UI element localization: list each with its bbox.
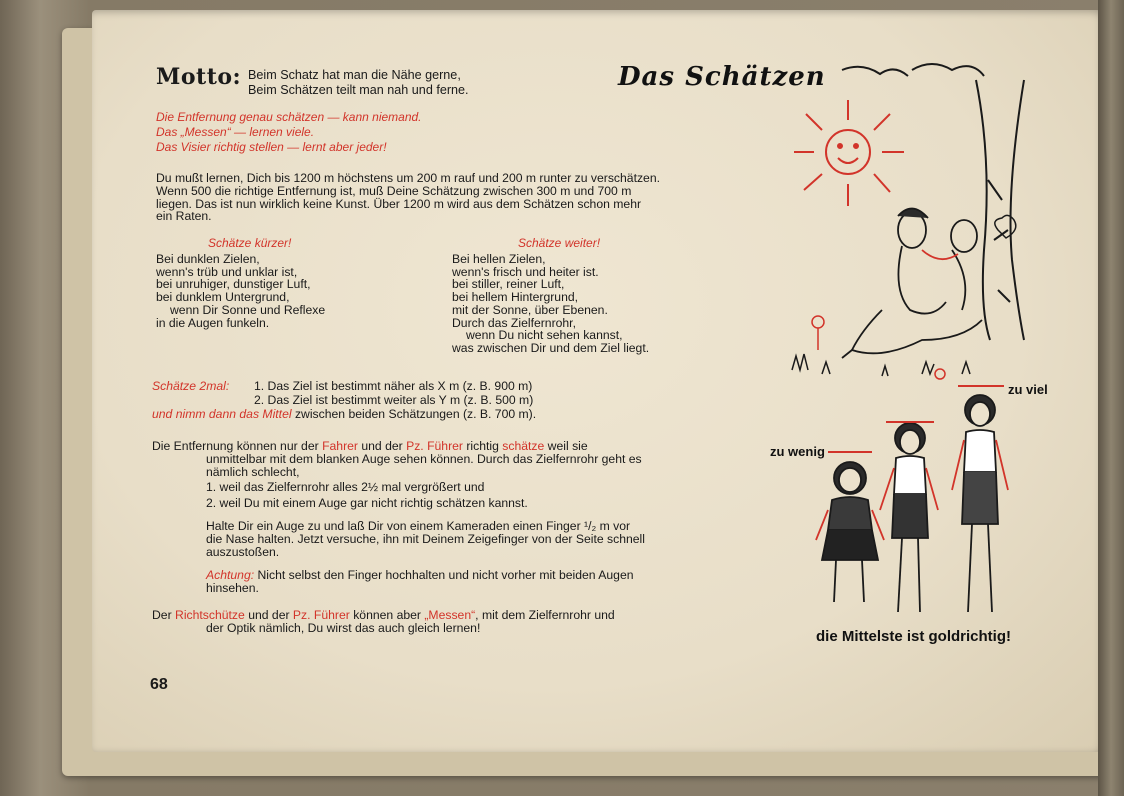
- woman-middle-drawing: [880, 423, 938, 612]
- page-title: Das Schätzen: [618, 62, 826, 92]
- column-line: Durch das Zielfernrohr,: [452, 315, 576, 330]
- reason-item: 1. weil das Zielfernrohr alles 2½ mal vergrößert und: [206, 480, 485, 495]
- paragraph-line: Du mußt lernen, Dich bis 1200 m höchstens um 200 m rauf und 200 m runter zu verschätzen.: [156, 171, 660, 185]
- column-line: mit der Sonne, über Ebenen.: [452, 302, 608, 317]
- paragraph-line: Wenn 500 die richtige Entfernung ist, muß Deine Schätzung zwischen 300 m und 700 m: [156, 183, 632, 198]
- paragraph-line: ein Raten.: [156, 209, 212, 224]
- column-line: bei hellem Hintergrund,: [452, 290, 579, 305]
- column-line: wenn's trüb und unklar ist,: [156, 264, 298, 279]
- warning-text: Nicht selbst den Finger hochhalten und nicht vorher mit beiden Augen: [254, 568, 634, 582]
- term-gunner: Richtschütze: [175, 608, 245, 622]
- term-commander: Pz. Führer: [292, 608, 350, 622]
- page-number: 68: [150, 676, 168, 693]
- warning: [206, 569, 752, 595]
- term-commander: Pz. Führer: [406, 439, 463, 453]
- term-driver: Fahrer: [322, 439, 358, 453]
- column-heading-further: Schätze weiter!: [518, 236, 601, 250]
- intro-red-lines: [156, 110, 422, 156]
- paragraph-line: der Optik nämlich, Du wirst das auch gleich lernen!: [206, 620, 481, 635]
- estimate-item: 1. Das Ziel ist bestimmt näher als X m (z. B. 900 m): [254, 379, 533, 393]
- text: können aber: [349, 608, 425, 622]
- text: richtig: [462, 439, 503, 453]
- label-too-little: zu wenig: [770, 444, 825, 459]
- motto-label: Motto:: [156, 64, 242, 90]
- column-line: bei stiller, reiner Luft,: [452, 277, 565, 292]
- mean-label: und nimm dann das Mittel: [152, 406, 292, 421]
- reason-item: 2. weil Du mit einem Auge gar nicht richtig schätzen kannst.: [206, 496, 528, 511]
- grass-drawing: [792, 354, 970, 376]
- warning-text: hinsehen.: [206, 580, 259, 595]
- column-shorter: [156, 236, 436, 329]
- paragraph-1: [156, 172, 750, 223]
- text: weil sie: [544, 439, 588, 453]
- column-line: bei unruhiger, dunstiger Luft,: [156, 277, 311, 292]
- intro-line: Das Visier richtig stellen — lernt aber jeder!: [156, 140, 387, 155]
- motto-text: [248, 68, 469, 97]
- column-line: wenn Dir Sonne und Reflexe: [170, 302, 326, 317]
- column-line: wenn Du nicht sehen kannst,: [466, 328, 623, 343]
- paragraph-line: unmittelbar mit dem blanken Auge sehen können. Durch das Zielfernrohr geht es: [206, 451, 642, 466]
- column-line: Bei hellen Zielen,: [452, 252, 546, 266]
- flower-drawing: [812, 316, 945, 379]
- column-lines-further: [452, 253, 752, 355]
- paragraph-line: auszustoßen.: [206, 544, 280, 559]
- warning-label: Achtung:: [206, 568, 255, 582]
- paragraph-2: [152, 440, 752, 510]
- paragraph-4: [152, 609, 752, 635]
- intro-line: Das „Messen“ — lernen viele.: [156, 125, 315, 140]
- estimate-twice-label: Schätze 2mal:: [152, 379, 230, 393]
- illustration: [762, 40, 1080, 650]
- column-heading-shorter: Schätze kürzer!: [208, 236, 292, 250]
- paragraph-line: nämlich schlecht,: [206, 464, 300, 479]
- column-lines-shorter: [156, 253, 436, 329]
- couple-drawing: [842, 208, 982, 358]
- motto-line: Beim Schatz hat man die Nähe gerne,: [248, 68, 461, 82]
- term-measure: „Messen“: [424, 608, 476, 622]
- column-line: wenn's frisch und heiter ist.: [452, 264, 599, 279]
- column-line: bei dunklem Untergrund,: [156, 290, 290, 305]
- text: Der: [152, 608, 176, 622]
- tree-drawing: [842, 64, 1024, 340]
- text: Die Entfernung können nur der: [152, 439, 323, 453]
- sun-drawing: [794, 100, 904, 206]
- estimate-twice: [152, 380, 752, 421]
- text: und der: [244, 608, 293, 622]
- column-line: was zwischen Dir und dem Ziel liegt.: [452, 340, 650, 355]
- column-line: Bei dunklen Zielen,: [156, 252, 260, 266]
- column-line: in die Augen funkeln.: [156, 315, 270, 330]
- paragraph-3: [206, 520, 752, 558]
- paragraph-line: die Nase halten. Jetzt versuche, ihn mit Deinem Zeigefinger von der Seite schnell: [206, 531, 645, 546]
- text: und der: [357, 439, 407, 453]
- paragraph-line: Halte Dir ein Auge zu und laß Dir von einem Kameraden einen Finger ¹/₂ m vor: [206, 519, 631, 533]
- woman-tall-drawing: [952, 395, 1008, 612]
- intro-line: Die Entfernung genau schätzen — kann niemand.: [156, 110, 422, 124]
- illustration-caption: die Mittelste ist goldrichtig!: [816, 628, 1012, 645]
- label-too-much: zu viel: [1008, 382, 1048, 397]
- text: , mit dem Zielfernrohr und: [475, 608, 615, 622]
- column-further: [452, 236, 752, 355]
- heart-carving: [995, 215, 1016, 238]
- motto-line: Beim Schätzen teilt man nah und ferne.: [248, 82, 469, 97]
- woman-short-drawing: [816, 462, 884, 602]
- paragraph-line: liegen. Das ist nun wirklich keine Kunst. Über 1200 m wird aus dem Schätzen schon mehr: [156, 196, 642, 211]
- estimate-item: 2. Das Ziel ist bestimmt weiter als Y m (z. B. 500 m): [254, 392, 534, 407]
- book-edge: [1098, 0, 1124, 796]
- term-estimate: schätze: [502, 439, 545, 453]
- mean-text: zwischen beiden Schätzungen (z. B. 700 m).: [291, 406, 537, 421]
